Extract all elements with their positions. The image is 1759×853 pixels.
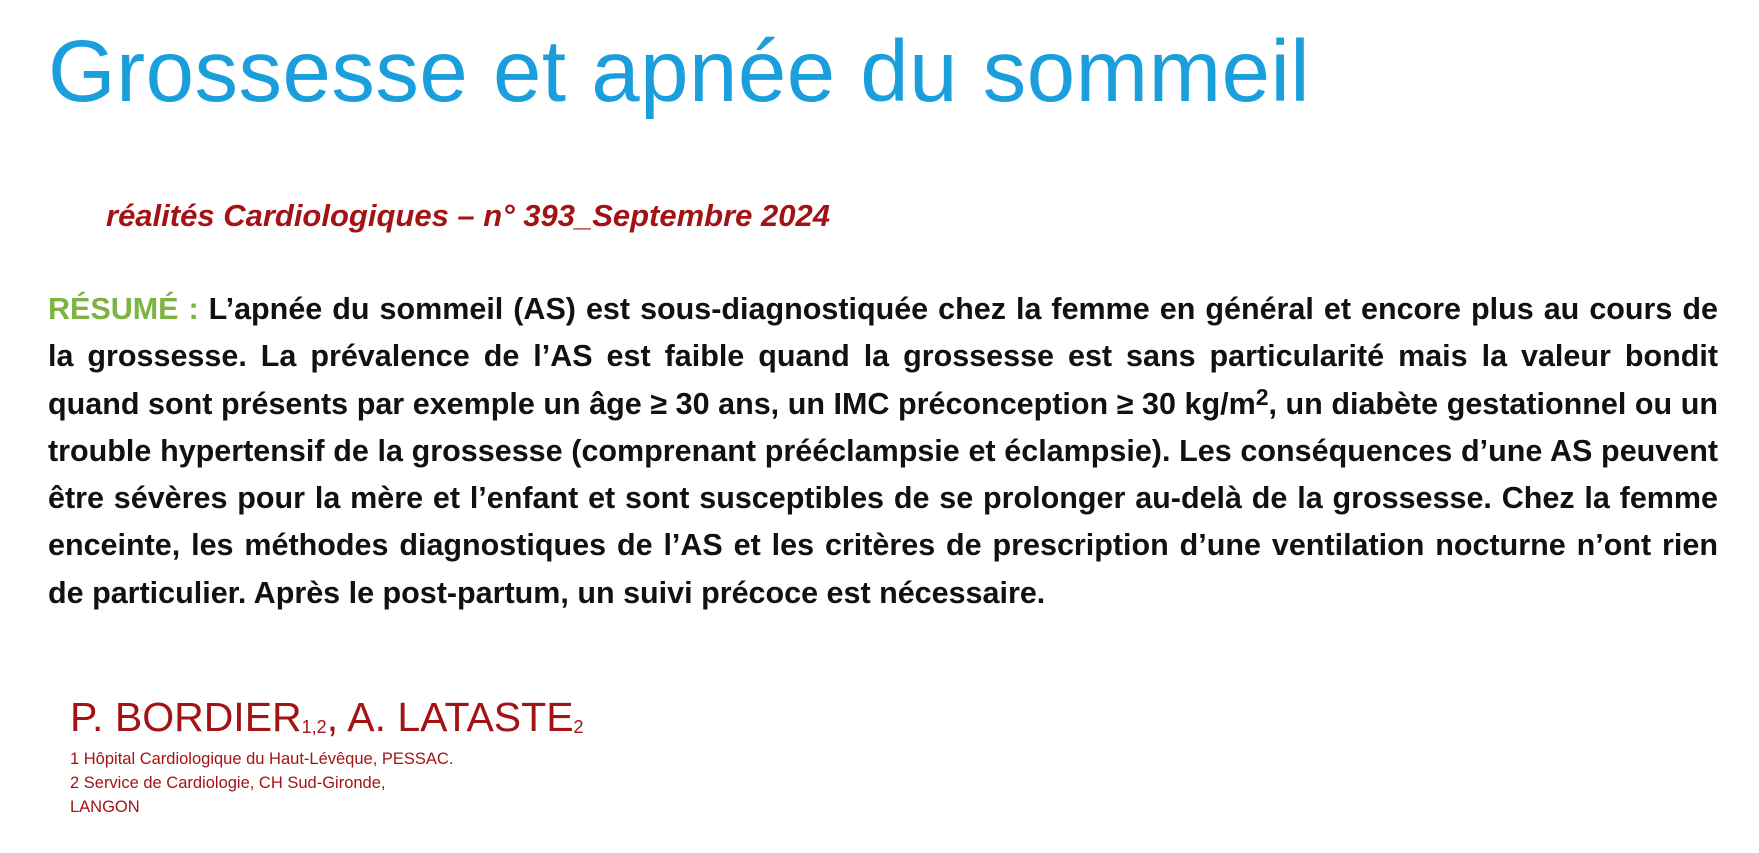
abstract-text-part1: L’apnée du sommeil (AS) est sous-diagnostiquée chez la femme en général et encore plus au cours de la grossesse. La prévalence de l’AS est faible quand la grossesse est sans particularité mais la valeur bondit quand sont présents par exemple un âge ≥ 30 ans, un IMC préconception ≥ 30 kg/m xyxy=(48,292,1718,421)
journal-reference: réalités Cardiologiques – n° 393_Septembre 2024 xyxy=(106,198,830,233)
affiliation-line-1: 1 Hôpital Cardiologique du Haut-Lévêque, PESSAC. xyxy=(70,750,454,768)
abstract-label: RÉSUMÉ : xyxy=(48,292,199,326)
author-2-name: A. LATASTE xyxy=(347,694,574,740)
authors-separator: , xyxy=(326,694,348,740)
authors-line xyxy=(70,692,584,742)
abstract-paragraph xyxy=(48,286,1718,617)
abstract-text-part2: , un diabète gestationnel ou un trouble hypertensif de la grossesse (comprenant prééclampsie et éclampsie). Les conséquences d’une AS peuvent être sévères pour la mère et l’enfant et sont susceptibles de se prolonger au-delà de la grossesse. Chez la femme enceinte, les méthodes diagnostiques de l’AS et les critères de prescription d’une ventilation nocturne n’ont rien de particulier. Après le post-partum, un suivi précoce est nécessaire. xyxy=(48,386,1718,610)
page-title: Grossesse et apnée du sommeil xyxy=(48,23,1311,120)
author-1-affiliation-ref: 1,2 xyxy=(301,717,327,737)
affiliation-line-2: 2 Service de Cardiologie, CH Sud-Gironde, xyxy=(70,774,386,792)
author-2-affiliation-ref: 2 xyxy=(573,717,584,737)
affiliation-line-3: LANGON xyxy=(70,798,140,816)
abstract-superscript: 2 xyxy=(1255,383,1269,410)
author-1-name: P. BORDIER xyxy=(70,694,302,740)
